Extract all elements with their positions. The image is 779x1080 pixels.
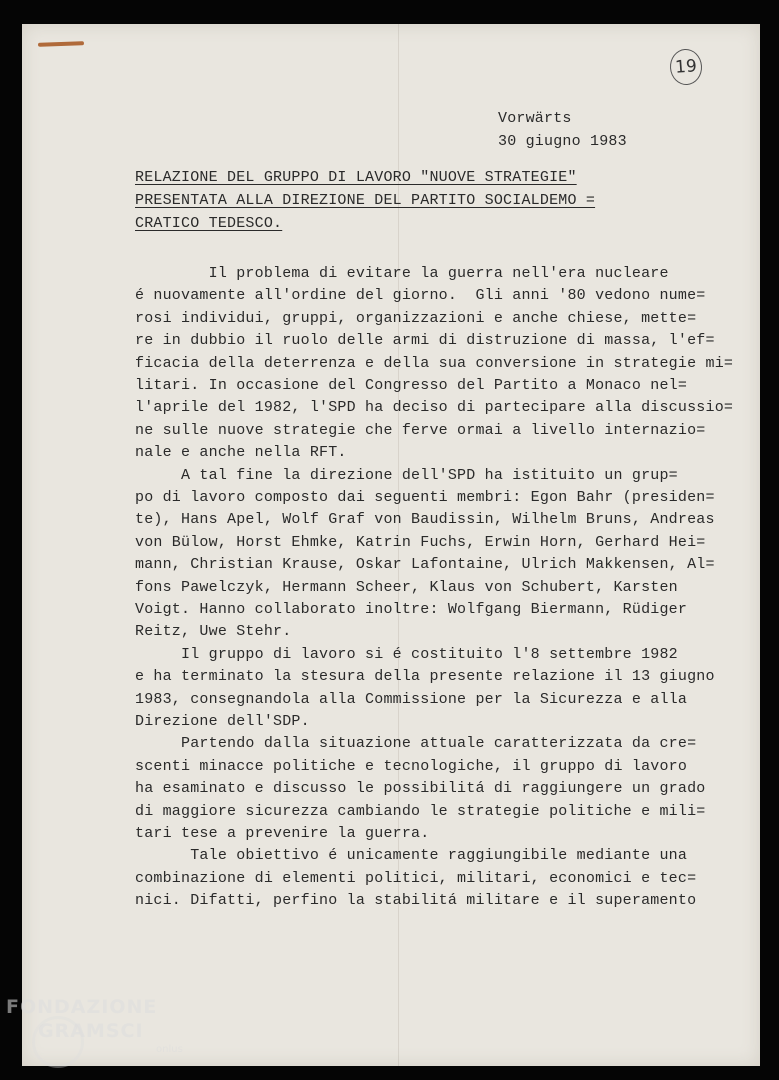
body-line: e ha terminato la stesura della presente relazione il 13 giugno [135,668,715,685]
body-line: l'aprile del 1982, l'SPD ha deciso di partecipare alla discussio= [135,399,734,416]
body-line: é nuovamente all'ordine del giorno. Gli anni '80 vedono nume= [135,287,706,304]
paper-mark [38,41,84,47]
body-line: nici. Difatti, perfino la stabilitá militare e il superamento [135,892,697,909]
watermark-logo [6,996,183,1055]
body-line: Il problema di evitare la guerra nell'era nucleare [135,265,669,282]
page-number: 19 [669,48,703,86]
document-date: 30 giugno 1983 [498,133,627,150]
title-line: CRATICO TEDESCO. [135,215,283,232]
watermark-line3: onlus [156,1044,183,1055]
body-line: rosi individui, gruppi, organizzazioni e anche chiese, mette= [135,310,697,327]
body-line: Voigt. Hanno collaborato inoltre: Wolfgang Biermann, Rüdiger [135,601,688,618]
body-line: ne sulle nuove strategie che ferve ormai a livello internazio= [135,422,706,439]
watermark-line2: GRAMSCI [38,1020,144,1042]
title-line: RELAZIONE DEL GRUPPO DI LAVORO "NUOVE STRATEGIE" [135,169,577,186]
body-line: Il gruppo di lavoro si é costituito l'8 settembre 1982 [135,646,678,663]
body-line: mann, Christian Krause, Oskar Lafontaine, Ulrich Makkensen, Al= [135,556,715,573]
body-line: di maggiore sicurezza cambiando le strategie politiche e mili= [135,803,706,820]
body-line: nale e anche nella RFT. [135,444,347,461]
body-line: ha esaminato e discusso le possibilitá di raggiungere un grado [135,780,706,797]
body-line: scenti minacce politiche e tecnologiche, il gruppo di lavoro [135,758,688,775]
body-line: Reitz, Uwe Stehr. [135,623,292,640]
body-line: te), Hans Apel, Wolf Graf von Baudissin, Wilhelm Bruns, Andreas [135,511,715,528]
body-line: fons Pawelczyk, Hermann Scheer, Klaus von Schubert, Karsten [135,579,678,596]
watermark-line1: FONDAZIONE [6,996,158,1018]
watermark-ring [32,1016,84,1068]
title-line: PRESENTATA ALLA DIREZIONE DEL PARTITO SOCIALDEMO = [135,192,596,209]
body-line: tari tese a prevenire la guerra. [135,825,430,842]
body-line: Direzione dell'SDP. [135,713,310,730]
body-line: combinazione di elementi politici, militari, economici e tec= [135,870,697,887]
body-line: litari. In occasione del Congresso del Partito a Monaco nel= [135,377,688,394]
source-name: Vorwärts [498,110,572,127]
body-line: Tale obiettivo é unicamente raggiungibile mediante una [135,847,688,864]
body-line: 1983, consegnandola alla Commissione per la Sicurezza e alla [135,691,688,708]
body-line: von Bülow, Horst Ehmke, Katrin Fuchs, Erwin Horn, Gerhard Hei= [135,534,706,551]
body-line: Partendo dalla situazione attuale caratterizzata da cre= [135,735,697,752]
body-line: po di lavoro composto dai seguenti membri: Egon Bahr (presiden= [135,489,715,506]
body-line: A tal fine la direzione dell'SPD ha istituito un grup= [135,467,678,484]
body-line: re in dubbio il ruolo delle armi di distruzione di massa, l'ef= [135,332,715,349]
body-line: ficacia della deterrenza e della sua conversione in strategie mi= [135,355,734,372]
document-page [22,24,760,1066]
